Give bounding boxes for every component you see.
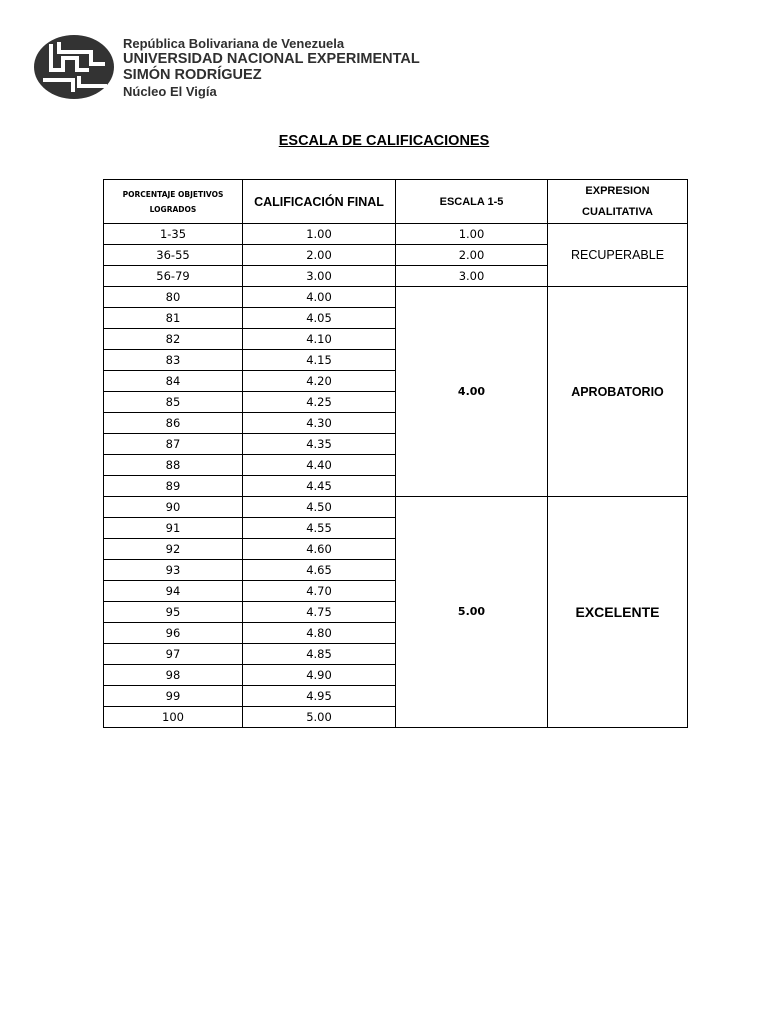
cell-percentage: 86: [104, 413, 243, 434]
header-percentage: [104, 180, 243, 224]
cell-qualitative-aprobatorio: APROBATORIO: [548, 287, 688, 497]
cell-percentage: 84: [104, 371, 243, 392]
cell-final-grade: 5.00: [243, 707, 396, 728]
cell-final-grade: 4.60: [243, 539, 396, 560]
cell-final-grade: 4.40: [243, 455, 396, 476]
cell-percentage: 88: [104, 455, 243, 476]
header-final-grade: CALIFICACIÓN FINAL: [243, 180, 396, 224]
cell-percentage: 98: [104, 665, 243, 686]
republic-name: República Bolivariana de Venezuela: [123, 36, 345, 51]
header-percentage-line1: PORCENTAJE OBJETIVOS: [122, 189, 224, 199]
cell-final-grade: 4.15: [243, 350, 396, 371]
header-scale: ESCALA 1-5: [396, 180, 548, 224]
cell-scale-excelente: 5.00: [396, 497, 548, 728]
cell-percentage: 85: [104, 392, 243, 413]
cell-percentage: 100: [104, 707, 243, 728]
cell-final-grade: 4.30: [243, 413, 396, 434]
cell-final-grade: 4.55: [243, 518, 396, 539]
header-qualitative-line2: CUALITATIVA: [582, 205, 653, 218]
header-qualitative: [548, 180, 688, 224]
cell-percentage: 36-55: [104, 245, 243, 266]
cell-percentage: 1-35: [104, 224, 243, 245]
cell-final-grade: 4.35: [243, 434, 396, 455]
cell-final-grade: 4.80: [243, 623, 396, 644]
cell-final-grade: 4.50: [243, 497, 396, 518]
table-header-row: [104, 180, 688, 224]
cell-percentage: 94: [104, 581, 243, 602]
cell-percentage: 97: [104, 644, 243, 665]
university-logo-icon: [33, 34, 115, 100]
cell-final-grade: 4.20: [243, 371, 396, 392]
cell-percentage: 90: [104, 497, 243, 518]
cell-final-grade: 4.75: [243, 602, 396, 623]
cell-final-grade: 4.25: [243, 392, 396, 413]
cell-percentage: 89: [104, 476, 243, 497]
cell-final-grade: 3.00: [243, 266, 396, 287]
cell-final-grade: 4.85: [243, 644, 396, 665]
cell-final-grade: 4.95: [243, 686, 396, 707]
cell-percentage: 83: [104, 350, 243, 371]
cell-final-grade: 4.90: [243, 665, 396, 686]
cell-final-grade: 4.70: [243, 581, 396, 602]
cell-final-grade: 4.05: [243, 308, 396, 329]
cell-percentage: 99: [104, 686, 243, 707]
cell-percentage: 80: [104, 287, 243, 308]
cell-scale: 1.00: [396, 224, 548, 245]
cell-percentage: 82: [104, 329, 243, 350]
cell-final-grade: 4.00: [243, 287, 396, 308]
cell-final-grade: 4.45: [243, 476, 396, 497]
header-percentage-line2: LOGRADOS: [149, 204, 197, 214]
cell-percentage: 95: [104, 602, 243, 623]
grades-table: [103, 179, 688, 728]
cell-percentage: 96: [104, 623, 243, 644]
cell-percentage: 81: [104, 308, 243, 329]
cell-qualitative-excelente: EXCELENTE: [548, 497, 688, 728]
university-name-2: SIMÓN RODRÍGUEZ: [123, 67, 262, 83]
cell-scale: 3.00: [396, 266, 548, 287]
letterhead: [33, 34, 453, 104]
university-name: UNIVERSIDAD NACIONAL EXPERIMENTAL: [123, 51, 420, 67]
cell-final-grade: 2.00: [243, 245, 396, 266]
cell-percentage: 93: [104, 560, 243, 581]
cell-final-grade: 4.10: [243, 329, 396, 350]
cell-qualitative-recuperable: RECUPERABLE: [548, 224, 688, 287]
cell-percentage: 56-79: [104, 266, 243, 287]
campus-name: Núcleo El Vigía: [123, 84, 217, 99]
cell-percentage: 92: [104, 539, 243, 560]
table-row: [104, 497, 688, 518]
cell-percentage: 91: [104, 518, 243, 539]
cell-scale: 2.00: [396, 245, 548, 266]
table-row: [104, 224, 688, 245]
header-qualitative-line1: EXPRESION: [585, 184, 650, 197]
cell-scale-aprobatorio: 4.00: [396, 287, 548, 497]
cell-final-grade: 4.65: [243, 560, 396, 581]
cell-percentage: 87: [104, 434, 243, 455]
table-row: [104, 287, 688, 308]
cell-final-grade: 1.00: [243, 224, 396, 245]
page-title: ESCALA DE CALIFICACIONES: [278, 133, 490, 149]
